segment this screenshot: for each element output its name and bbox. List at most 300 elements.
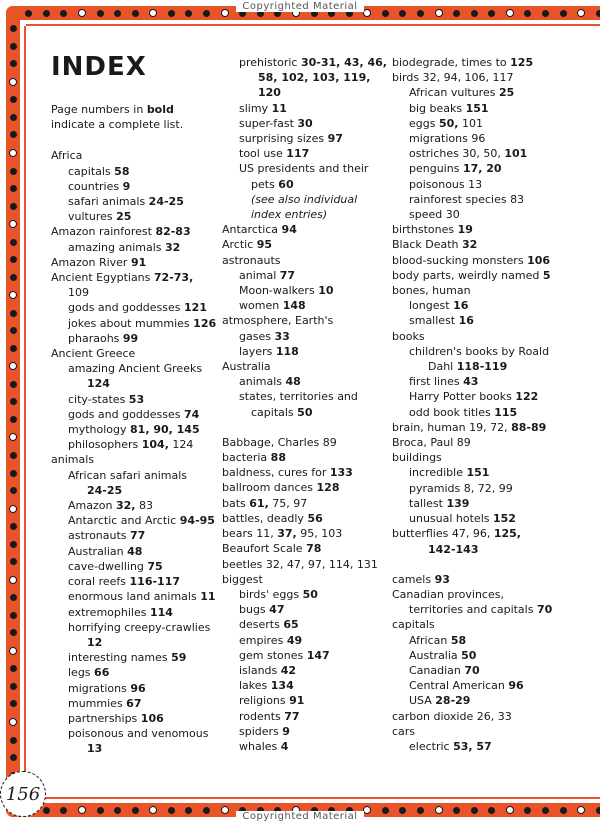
entry-term: birds 32, 94, 106, 117 <box>392 71 514 85</box>
entry-term: longest <box>409 299 454 313</box>
entry-term: Amazon rainforest <box>51 225 156 239</box>
index-entry <box>392 85 598 100</box>
entry-pages-bold: 48 <box>127 544 143 558</box>
entry-term: spiders <box>239 724 283 738</box>
entry-term: Black Death <box>392 238 463 252</box>
index-entry <box>392 192 598 207</box>
entry-pages-bold: 60 <box>278 177 294 191</box>
index-entry <box>51 498 219 513</box>
entry-term: Africa <box>51 149 83 163</box>
index-entry <box>222 298 390 313</box>
index-entry <box>222 633 390 648</box>
index-entry <box>51 665 219 680</box>
entry-pages-bold: 11 <box>200 590 216 604</box>
entry-pages-bold: 152 <box>492 512 516 526</box>
index-entry <box>51 468 219 483</box>
entry-term: buildings <box>392 451 442 465</box>
entry-term: whales <box>239 739 281 753</box>
entry-term: bears 11, <box>222 527 278 541</box>
entry-pages-bold: 10 <box>318 284 334 298</box>
entry-pages-bold: 58 <box>114 164 130 178</box>
entry-pages-bold: 142-143 <box>428 542 479 556</box>
border-dot <box>10 612 17 619</box>
entry-pages-extra: 101 <box>458 116 483 130</box>
entry-pages-bold: 91 <box>130 255 147 269</box>
index-entry <box>392 496 598 511</box>
entry-pages-bold: 32, <box>115 499 136 513</box>
entry-pages-bold: 49 <box>286 633 303 647</box>
entry-term: atmosphere, Earth's <box>222 314 334 328</box>
index-entry <box>392 450 598 465</box>
index-entry <box>222 648 390 663</box>
index-entry <box>392 648 598 663</box>
border-dot <box>10 416 17 423</box>
entry-pages-bold: 97 <box>327 132 343 146</box>
entry-pages-bold: 75 <box>147 559 163 573</box>
entry-pages-bold: 125, <box>493 527 521 541</box>
entry-term: gem stones <box>239 648 307 662</box>
index-entry <box>392 359 598 374</box>
index-entry <box>222 131 390 146</box>
entry-term: extremophiles <box>68 605 150 619</box>
entry-term: tallest <box>409 496 447 510</box>
watermark-top: Copyrighted Material <box>0 1 600 12</box>
entry-term: smallest <box>409 314 459 328</box>
entry-term: deserts <box>239 618 284 632</box>
entry-term: layers <box>239 344 276 358</box>
entry-term: gods and goddesses <box>68 407 185 421</box>
index-entry <box>222 572 390 587</box>
index-entry <box>51 164 219 179</box>
border-dot <box>10 754 17 761</box>
entry-term: poisonous and venomous <box>68 727 209 741</box>
entry-pages-bold: 95 <box>256 238 273 252</box>
index-entry <box>392 709 598 724</box>
border-dot <box>10 274 17 281</box>
entry-term: brain, human 19, 72, <box>392 420 512 434</box>
page-title: INDEX <box>51 52 147 82</box>
entry-term: African safari animals <box>68 468 188 482</box>
entry-pages-extra: 83 <box>135 499 153 513</box>
border-dot <box>9 505 17 513</box>
index-entry <box>222 405 390 420</box>
index-entry <box>392 465 598 480</box>
index-entry <box>51 179 219 194</box>
entry-pages-bold: 37, <box>277 527 297 541</box>
entry-term: biodegrade, times to <box>392 56 511 69</box>
entry-pages-bold: 30 <box>297 116 313 130</box>
entry-term: vultures <box>68 210 117 224</box>
index-entry <box>51 346 219 361</box>
entry-pages-bold: 59 <box>171 651 187 665</box>
entry-pages-bold: 32 <box>165 240 181 254</box>
entry-pages-bold: 50 <box>302 587 318 601</box>
entry-term: Antarctic and Arctic <box>68 514 180 528</box>
entry-pages-bold: 121 <box>184 301 207 315</box>
entry-term: Amazon <box>68 499 116 513</box>
entry-term: first lines <box>409 375 464 389</box>
index-entry <box>392 298 598 313</box>
index-entry <box>222 602 390 617</box>
index-entry <box>222 55 390 70</box>
entry-pages-bold: 101 <box>504 147 528 161</box>
entry-term: mythology <box>68 423 131 437</box>
index-entry <box>392 602 598 617</box>
index-entry <box>392 587 598 602</box>
entry-term: pyramids 8, 72, 99 <box>409 481 513 495</box>
index-entry <box>392 405 598 420</box>
entry-pages-bold: 106 <box>140 711 164 725</box>
index-entry <box>222 480 390 495</box>
entry-term: poisonous 13 <box>409 177 483 191</box>
entry-pages-bold: 9 <box>122 179 131 193</box>
index-entry <box>51 361 219 376</box>
index-entry <box>222 709 390 724</box>
entry-pages-bold: 50 <box>461 648 477 662</box>
index-entry <box>222 329 390 344</box>
entry-term: African <box>409 633 451 647</box>
entry-term: Australia <box>222 360 271 374</box>
index-entry <box>392 420 598 435</box>
index-entry <box>222 177 390 192</box>
entry-term: states, territories and <box>239 390 358 404</box>
entry-pages-bold: 78 <box>306 542 322 556</box>
entry-term: big beaks <box>409 101 466 115</box>
entry-term: USA <box>409 694 436 708</box>
index-entry <box>222 496 390 511</box>
entry-term: capitals <box>251 405 298 419</box>
index-entry <box>392 724 598 739</box>
border-dot <box>10 185 17 192</box>
border-dot <box>9 149 17 157</box>
index-entry <box>392 617 598 632</box>
entry-pages-bold: 13 <box>87 742 103 756</box>
entry-term: Babbage, Charles 89 <box>222 435 337 449</box>
border-dot <box>9 78 17 86</box>
border-dot <box>10 256 17 263</box>
index-letter-gap <box>222 420 390 435</box>
index-entry <box>392 70 598 85</box>
index-entry <box>51 513 219 528</box>
intro-bold-word: bold <box>146 103 174 116</box>
border-dot <box>10 96 17 103</box>
border-dot <box>10 131 17 138</box>
entry-pages-bold: 19 <box>457 223 473 237</box>
entry-term: mummies <box>68 696 127 710</box>
index-letter-gap <box>392 557 598 572</box>
index-entry <box>392 344 598 359</box>
entry-pages-bold: 4 <box>280 739 289 753</box>
index-entry <box>51 392 219 407</box>
page-number: 156 <box>0 771 46 817</box>
entry-term: Broca, Paul 89 <box>392 436 471 450</box>
border-dots-left <box>6 20 20 803</box>
entry-term: Moon-walkers <box>239 284 319 298</box>
index-entry <box>51 285 219 300</box>
border-dot <box>10 327 17 334</box>
entry-pages-bold: 43 <box>463 375 479 389</box>
index-entry <box>51 331 219 346</box>
entry-term: migrations <box>68 681 131 695</box>
entry-pages-bold: 56 <box>307 511 323 525</box>
entry-pages-bold: 81, 90, 145 <box>130 423 200 437</box>
entry-term: astronauts <box>68 529 131 543</box>
entry-term: butterflies 47, 96, <box>392 527 494 541</box>
entry-term: territories and capitals <box>409 603 537 617</box>
entry-term: baldness, cures for <box>222 466 330 480</box>
index-entry <box>392 161 598 176</box>
entry-pages-bold: 133 <box>329 466 353 480</box>
border-dot <box>10 168 17 175</box>
entry-pages-bold: 147 <box>306 648 330 662</box>
index-list-1 <box>51 148 219 756</box>
entry-term: Canadian <box>409 663 465 677</box>
index-entry <box>392 572 598 587</box>
entry-pages-bold: 24-25 <box>87 483 123 497</box>
index-entry <box>51 650 219 665</box>
entry-pages-bold: 117 <box>286 147 310 161</box>
border-dot <box>10 558 17 565</box>
index-entry <box>51 224 219 239</box>
border-dot <box>10 683 17 690</box>
entry-term: partnerships <box>68 711 141 725</box>
index-entry <box>222 541 390 556</box>
entry-pages-bold: 114 <box>149 605 173 619</box>
entry-term: amazing Ancient Greeks <box>68 362 203 376</box>
entry-term: pets <box>251 177 279 191</box>
index-entry <box>51 574 219 589</box>
entry-term: US presidents and their <box>239 162 369 176</box>
entry-term: African vultures <box>409 86 499 100</box>
entry-pages-bold: 65 <box>283 618 299 632</box>
entry-pages-bold: 106 <box>527 253 551 267</box>
index-entry <box>222 663 390 678</box>
entry-term: (see also individual <box>251 192 358 206</box>
entry-pages-extra: 75, 97 <box>268 496 308 510</box>
entry-pages-bold: 72-73, <box>153 271 194 285</box>
border-dot <box>10 541 17 548</box>
entry-pages-bold: 118-119 <box>456 360 508 374</box>
entry-term: amazing animals <box>68 240 165 254</box>
entry-term: ostriches 30, 50, <box>409 147 505 161</box>
index-entry <box>51 209 219 224</box>
entry-term: birds' eggs <box>239 587 303 601</box>
entry-term: Ancient Greece <box>51 347 136 361</box>
index-entry <box>392 116 598 131</box>
entry-pages-bold: 82-83 <box>155 225 191 239</box>
entry-pages-bold: 124 <box>87 377 110 391</box>
index-entry <box>222 587 390 602</box>
entry-term: animal <box>239 268 280 282</box>
entry-term: eggs <box>409 116 439 130</box>
index-entry <box>392 55 598 70</box>
index-entry <box>392 511 598 526</box>
border-dot <box>10 700 17 707</box>
entry-term: cave-dwelling <box>68 559 148 573</box>
entry-pages-bold: 58 <box>450 633 467 647</box>
entry-pages-bold: 67 <box>126 696 142 710</box>
entry-pages-bold: 28-29 <box>435 694 471 708</box>
border-dot <box>10 239 17 246</box>
intro-text-end: indicate a complete list. <box>51 118 184 132</box>
index-entry <box>392 283 598 298</box>
entry-pages-bold: 24-25 <box>148 195 184 209</box>
entry-pages-bold: 139 <box>446 496 470 510</box>
index-entry <box>222 344 390 359</box>
index-entry <box>392 207 598 222</box>
index-entry <box>51 316 219 331</box>
index-entry <box>222 389 390 404</box>
index-entry <box>222 511 390 526</box>
index-entry <box>222 283 390 298</box>
entry-term: Australian <box>68 544 128 558</box>
entry-term: birthstones <box>392 223 458 237</box>
inner-line-top <box>26 24 600 26</box>
entry-term: gases <box>239 329 275 343</box>
index-entry <box>51 422 219 437</box>
entry-term: philosophers <box>68 438 142 452</box>
entry-term: rodents <box>239 709 285 723</box>
entry-pages-bold: 70 <box>536 603 553 617</box>
inner-line-left <box>24 26 26 797</box>
index-entry <box>51 483 219 498</box>
entry-term: prehistoric <box>239 56 301 69</box>
entry-term: gods and goddesses <box>68 301 185 315</box>
index-entry <box>51 240 219 255</box>
index-entry <box>51 528 219 543</box>
inner-line-bottom <box>26 797 600 799</box>
index-entry <box>222 70 390 85</box>
entry-term: religions <box>239 694 290 708</box>
entry-pages-bold: 66 <box>94 666 110 680</box>
entry-term: islands <box>239 663 281 677</box>
border-dot <box>9 576 17 584</box>
entry-pages-bold: 53 <box>128 392 145 406</box>
index-entry <box>222 359 390 374</box>
entry-pages-bold: 50, <box>438 116 459 130</box>
entry-term: penguins <box>409 162 463 176</box>
entry-term: astronauts <box>222 253 281 267</box>
index-entry <box>222 207 390 222</box>
entry-pages-bold: 120 <box>258 86 281 100</box>
entry-term: speed 30 <box>409 208 460 222</box>
index-entry <box>222 268 390 283</box>
entry-pages-bold: 118 <box>275 344 299 358</box>
entry-term: battles, deadly <box>222 511 308 525</box>
entry-pages-bold: 77 <box>284 709 300 723</box>
entry-pages-bold: 58, 102, 103, 119, <box>258 71 371 85</box>
border-dot <box>10 629 17 636</box>
index-entry <box>392 526 598 541</box>
entry-term: rainforest species 83 <box>409 192 525 206</box>
entry-term: countries <box>68 179 123 193</box>
entry-term: Harry Potter books <box>409 390 516 404</box>
index-entry <box>392 268 598 283</box>
index-list-3 <box>392 55 598 754</box>
index-entry <box>51 194 219 209</box>
entry-term: Antarctica <box>222 223 282 237</box>
index-entry <box>392 146 598 161</box>
index-entry <box>222 374 390 389</box>
entry-term: super-fast <box>239 116 298 130</box>
entry-pages-bold: 115 <box>494 405 518 419</box>
entry-term: jokes about mummies <box>68 316 194 330</box>
index-entry <box>222 739 390 754</box>
border-dot <box>10 43 17 50</box>
index-entry <box>392 633 598 648</box>
border-dot <box>10 665 17 672</box>
watermark-bottom: Copyrighted Material <box>0 811 600 822</box>
entry-term: empires <box>239 633 287 647</box>
border-dot <box>10 60 17 67</box>
index-entry <box>51 696 219 711</box>
border-dot <box>9 718 17 726</box>
entry-term: camels <box>392 572 435 586</box>
entry-term: pharaohs <box>68 331 123 345</box>
index-entry <box>392 253 598 268</box>
entry-pages-bold: 16 <box>453 299 469 313</box>
border-dot <box>10 25 17 32</box>
index-entry <box>222 678 390 693</box>
entry-pages-bold: 96 <box>508 679 524 693</box>
index-entry <box>392 435 598 450</box>
border-dot <box>9 433 17 441</box>
entry-pages-bold: 17, 20 <box>462 162 502 176</box>
index-entry <box>222 253 390 268</box>
entry-pages-bold: 128 <box>316 481 340 495</box>
index-entry <box>392 131 598 146</box>
entry-pages-bold: 47 <box>269 603 285 617</box>
entry-term: Amazon River <box>51 255 131 269</box>
entry-term: Australia <box>409 648 462 662</box>
entry-term: children's books by Roald <box>409 344 550 358</box>
entry-pages-bold: 91 <box>289 694 305 708</box>
entry-term: Arctic <box>222 238 257 252</box>
entry-term: biggest <box>222 572 263 586</box>
index-list-2 <box>222 55 390 754</box>
index-entry <box>51 407 219 422</box>
entry-pages-bold: 94-95 <box>179 514 215 528</box>
index-entry <box>51 270 219 285</box>
index-entry <box>222 192 390 207</box>
index-entry <box>51 559 219 574</box>
index-entry <box>51 452 219 467</box>
entry-pages-bold: 93 <box>434 572 450 586</box>
index-entry <box>222 465 390 480</box>
entry-pages-bold: 88 <box>270 451 286 465</box>
entry-term: Beaufort Scale <box>222 542 307 556</box>
entry-pages-bold: 74 <box>184 407 200 421</box>
entry-term: legs <box>68 666 95 680</box>
entry-term: unusual hotels <box>409 512 493 526</box>
index-entry <box>51 681 219 696</box>
entry-pages-bold: 77 <box>130 529 146 543</box>
entry-term: carbon dioxide 26, 33 <box>392 709 512 723</box>
index-entry <box>392 313 598 328</box>
entry-pages-bold: 125 <box>510 56 534 69</box>
entry-term: migrations 96 <box>409 132 486 146</box>
entry-term: bats <box>222 496 250 510</box>
index-column-2 <box>222 55 390 754</box>
entry-term: enormous land animals <box>68 590 201 604</box>
entry-term: electric <box>409 739 454 753</box>
entry-term: slimy <box>239 101 272 115</box>
index-entry <box>222 146 390 161</box>
entry-pages-bold: 25 <box>498 86 515 100</box>
border-dot <box>9 362 17 370</box>
entry-pages-bold: 77 <box>279 268 296 282</box>
entry-pages-bold: 16 <box>458 314 474 328</box>
